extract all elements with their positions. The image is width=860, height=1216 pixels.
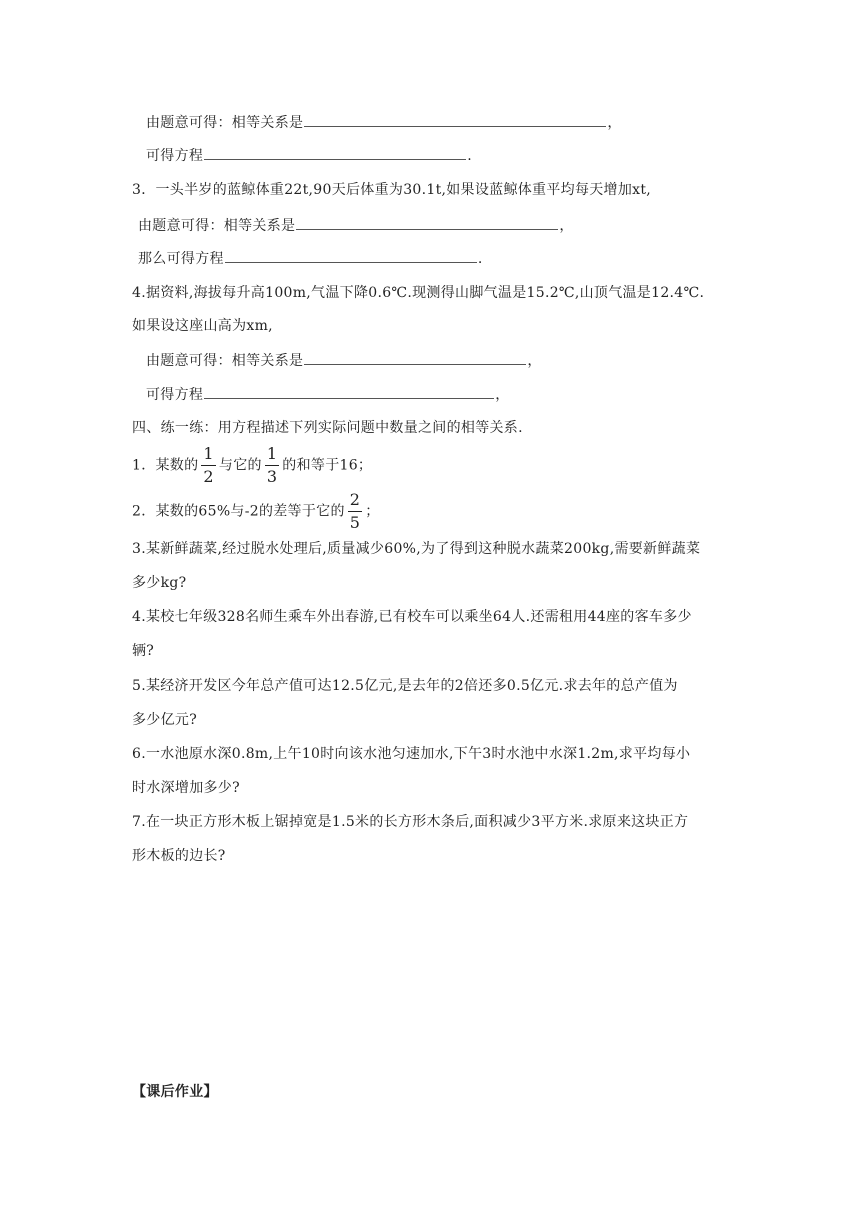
q3-equation-blank[interactable] — [225, 248, 477, 263]
fraction-numerator: 1 — [201, 446, 215, 466]
exercise-4-line2: 辆? — [132, 643, 155, 659]
exercise-4-line1: 4.某校七年级328名师生乘车外出春游,已有校车可以乘坐64人.还需租用44座的客车多少 — [132, 609, 692, 625]
fraction-one-half — [201, 446, 215, 485]
exercise-6-line2: 时水深增加多少? — [132, 780, 240, 796]
q3-stem: 3．一头半岁的蓝鲸体重22t,90天后体重为30.1t,如果设蓝鲸体重平均每天增加xt, — [132, 182, 652, 198]
q4-equation-label: 可得方程 — [146, 387, 204, 403]
fraction-numerator: 2 — [348, 492, 362, 512]
q2-equation-line: 可得方程 . — [146, 145, 472, 166]
q2-relation-line: 由题意可得：相等关系是 ， — [146, 112, 622, 133]
q3-relation-label: 由题意可得：相等关系是 — [138, 218, 296, 234]
exercise-7-line1: 7.在一块正方形木板上锯掉宽是1.5米的长方形木条后,面积减少3平方米.求原来这块正方 — [132, 814, 689, 830]
exercise-3-line1: 3.某新鲜蔬菜,经过脱水处理后,质量减少60%,为了得到这种脱水蔬菜200kg,需要新鲜蔬菜 — [132, 541, 701, 557]
q3-equation-line: 那么可得方程 . — [138, 248, 483, 269]
q4-stem-line2: 如果设这座山高为xm, — [132, 318, 273, 334]
exercise-6-line1: 6.一水池原水深0.8m,上午10时向该水池匀速加水,下午3时水池中水深1.2m,求平均每小 — [132, 746, 691, 762]
exercise-3-line2: 多少kg? — [132, 575, 187, 591]
homework-heading: 【课后作业】 — [132, 1084, 218, 1100]
q3-relation-blank[interactable] — [296, 215, 558, 230]
exercise-1: 1．某数的 $\frac{1}{2}$ 与它的 $\frac{1}{3}$ 的和等于16； — [132, 444, 373, 486]
fraction-one-third — [265, 446, 279, 485]
exercise-7-line2: 形木板的边长? — [132, 848, 226, 864]
fraction-denominator: 5 — [349, 513, 361, 532]
q4-relation-blank[interactable] — [304, 350, 526, 365]
q3-equation-label: 那么可得方程 — [138, 251, 224, 267]
q4-relation-label: 由题意可得：相等关系是 — [146, 353, 304, 369]
exercise-5-line2: 多少亿元? — [132, 712, 198, 728]
q2-equation-label: 可得方程 — [146, 148, 204, 164]
q3-relation-line: 由题意可得：相等关系是 ， — [138, 215, 574, 236]
q4-stem-line1: 4.据资料,海拔每升高100m,气温下降0.6℃.现测得山脚气温是15.2℃,山顶气温是12.4℃. — [132, 285, 705, 301]
q2-equation-blank[interactable] — [204, 145, 466, 160]
q2-relation-label: 由题意可得：相等关系是 — [146, 115, 304, 131]
fraction-two-fifths — [348, 492, 362, 531]
fraction-numerator: 1 — [265, 446, 279, 466]
q4-equation-line: 可得方程 ， — [146, 384, 510, 405]
q4-relation-line: 由题意可得：相等关系是 ， — [146, 350, 542, 371]
fraction-denominator: 2 — [203, 467, 214, 486]
section4-heading: 四、练一练：用方程描述下列实际问题中数量之间的相等关系. — [132, 420, 523, 436]
fraction-denominator: 3 — [266, 467, 278, 486]
exercise-2: 2．某数的65%与-2的差等于它的 $\frac{2}{5}$ ； — [132, 490, 380, 532]
exercise-5-line1: 5.某经济开发区今年总产值可达12.5亿元,是去年的2倍还多0.5亿元.求去年的总产值为 — [132, 678, 678, 694]
q2-relation-blank[interactable] — [304, 112, 606, 127]
q4-equation-blank[interactable] — [204, 384, 494, 399]
